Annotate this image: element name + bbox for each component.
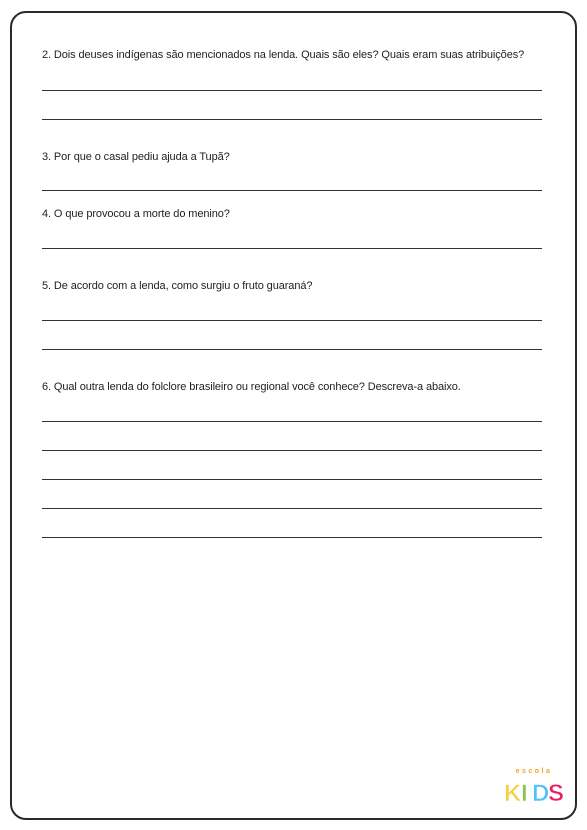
answer-line[interactable] — [42, 421, 542, 422]
question-4: 4. O que provocou a morte do menino? — [42, 208, 230, 220]
logo-letter: K — [504, 780, 522, 805]
answer-line[interactable] — [42, 349, 542, 350]
answer-line[interactable] — [42, 90, 542, 91]
logo-letter: I — [521, 780, 528, 805]
question-5: 5. De acordo com a lenda, como surgiu o fruto guaraná? — [42, 280, 313, 292]
logo-letter: D — [532, 780, 550, 805]
question-6: 6. Qual outra lenda do folclore brasileiro ou regional você conhece? Descreva-a abaixo. — [42, 381, 461, 393]
svg-text:escola: escola — [515, 768, 553, 775]
answer-line[interactable] — [42, 537, 542, 538]
worksheet-frame — [10, 11, 577, 820]
answer-line[interactable] — [42, 450, 542, 451]
question-2: 2. Dois deuses indígenas são mencionados na lenda. Quais são eles? Quais eram suas atribuições? — [42, 49, 525, 61]
logo-letter: S — [548, 780, 565, 805]
answer-line[interactable] — [42, 248, 542, 249]
answer-line[interactable] — [42, 479, 542, 480]
answer-line[interactable] — [42, 190, 542, 191]
answer-line[interactable] — [42, 508, 542, 509]
answer-line[interactable] — [42, 320, 542, 321]
answer-line[interactable] — [42, 119, 542, 120]
escola-kids-logo — [502, 765, 566, 805]
question-3: 3. Por que o casal pediu ajuda a Tupã? — [42, 151, 230, 163]
